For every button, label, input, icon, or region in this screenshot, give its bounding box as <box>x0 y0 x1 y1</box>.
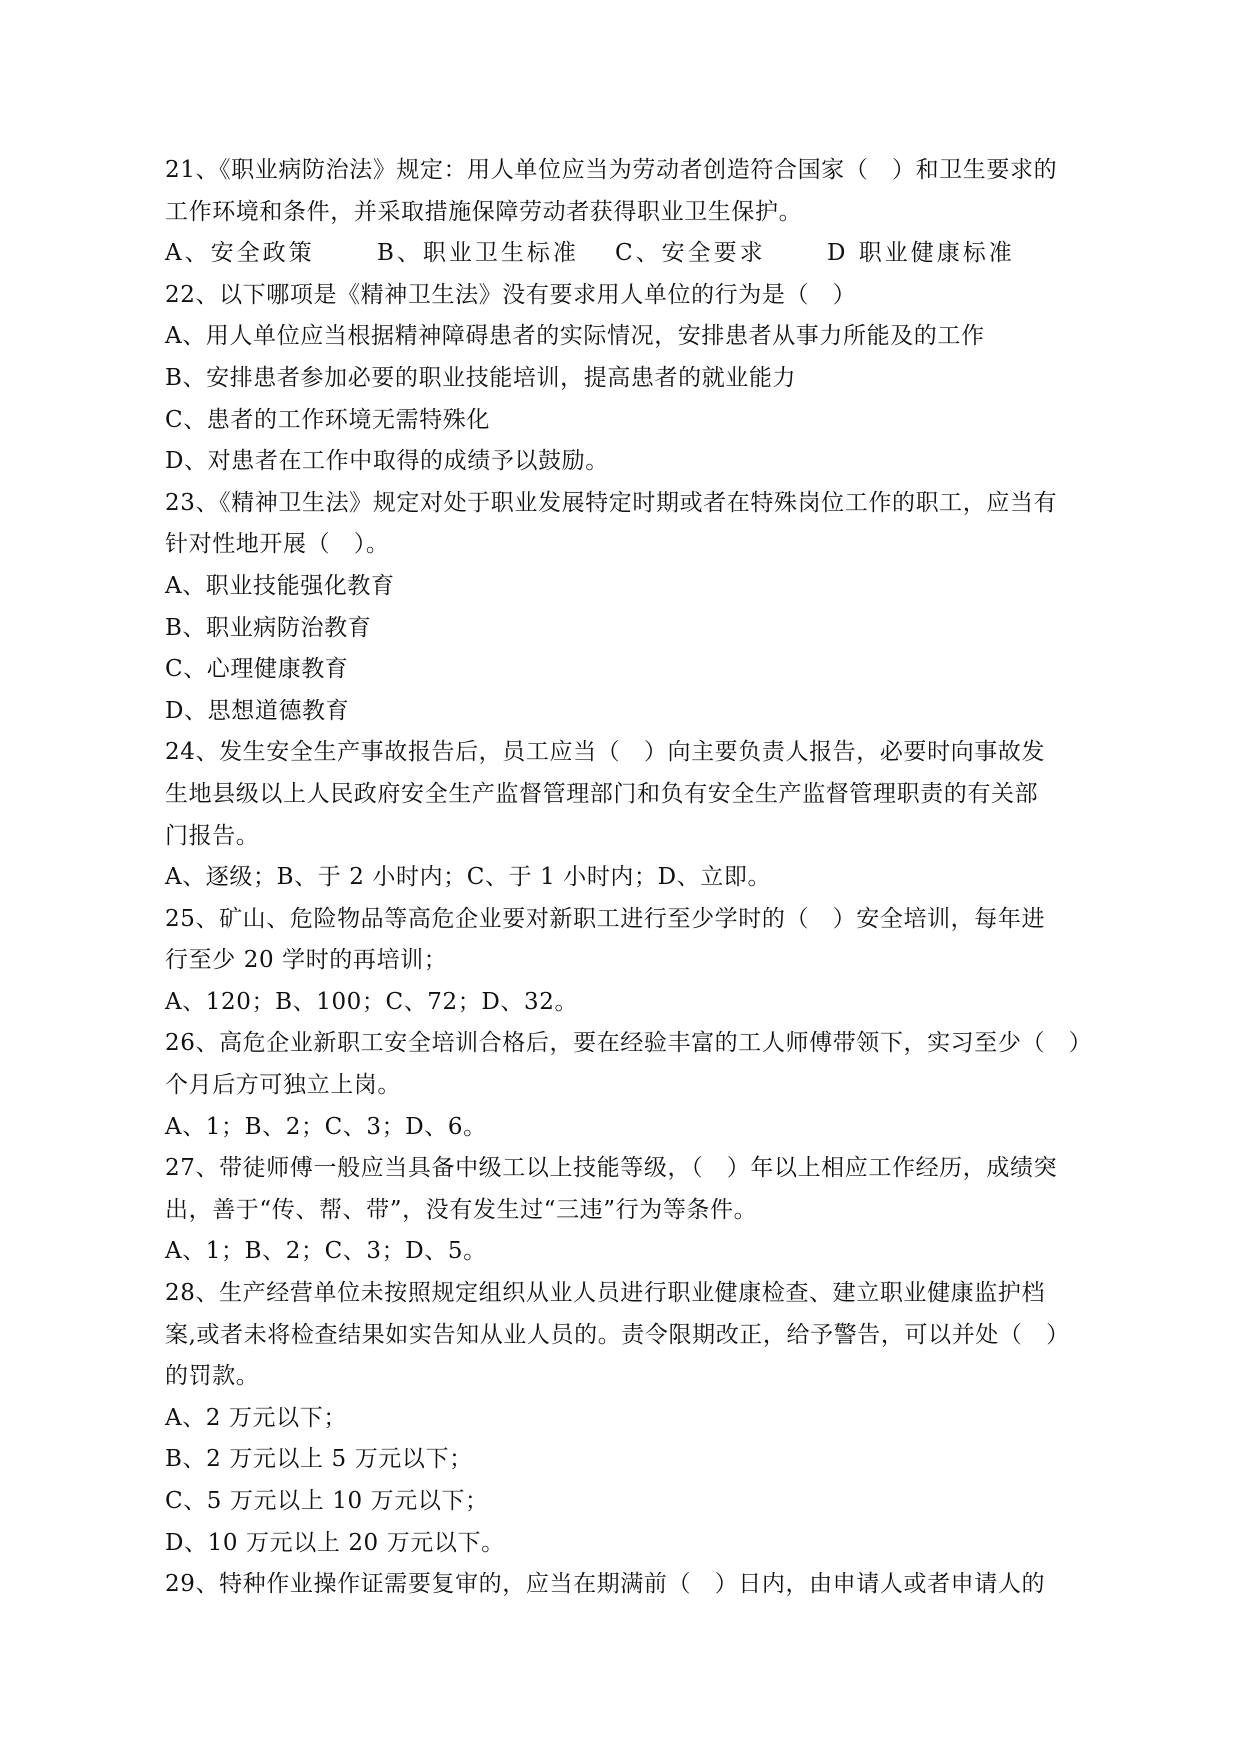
option-a: A、安全政策 <box>165 240 315 267</box>
option-a: A、2 万元以下； <box>165 1404 347 1431</box>
question-stem: 25、矿山、危险物品等高危企业要对新职工进行至少学时的（ ）安全培训，每年进 <box>165 905 1046 932</box>
question-stem: 案,或者未将检查结果如实告知从业人员的。责令限期改正，给予警告，可以并处（ ） <box>165 1321 1070 1348</box>
question-stem: 门报告。 <box>165 822 260 849</box>
option-d: D、10 万元以上 20 万元以下。 <box>165 1529 505 1556</box>
document-page <box>165 150 1093 1606</box>
question-27 <box>165 1148 1090 1273</box>
option-d: D、对患者在工作中取得的成绩予以鼓励。 <box>165 448 609 475</box>
option-d: D、思想道德教育 <box>165 697 350 724</box>
option-b: B、2 万元以上 5 万元以下； <box>165 1446 473 1473</box>
question-26 <box>165 1023 1093 1148</box>
question-stem: 生地县级以上人民政府安全生产监督管理部门和负有安全生产监督管理职责的有关部 <box>165 780 1039 807</box>
options-line: A、逐级；B、于 2 小时内；C、于 1 小时内；D、立即。 <box>165 864 772 891</box>
question-stem: 29、特种作业操作证需要复审的，应当在期满前（ ）日内，由申请人或者申请人的 <box>165 1571 1046 1598</box>
question-23 <box>165 483 1090 733</box>
option-b: B、职业卫生标准 <box>377 240 579 267</box>
question-stem: 行至少 20 学时的再培训； <box>165 947 448 974</box>
option-c: C、心理健康教育 <box>165 656 349 683</box>
question-stem: 22、以下哪项是《精神卫生法》没有要求用人单位的行为是（ ） <box>165 281 857 308</box>
question-stem: 26、高危企业新职工安全培训合格后，要在经验丰富的工人师傅带领下，实习至少（ ） <box>165 1030 1093 1057</box>
option-c: C、5 万元以上 10 万元以下； <box>165 1488 489 1514</box>
question-stem: 24、发生安全生产事故报告后，员工应当（ ）向主要负责人报告，必要时向事故发 <box>165 739 1046 766</box>
options-line: A、1；B、2；C、3；D、5。 <box>165 1238 487 1265</box>
option-b: B、职业病防治教育 <box>165 614 372 641</box>
question-22 <box>165 275 1090 483</box>
option-a: A、用人单位应当根据精神障碍患者的实际情况，安排患者从事力所能及的工作 <box>165 323 985 350</box>
question-stem: 工作环境和条件，并采取措施保障劳动者获得职业卫生保护。 <box>165 198 803 225</box>
question-21 <box>165 150 1090 275</box>
options-line: A、1；B、2；C、3；D、6。 <box>165 1113 487 1140</box>
question-24 <box>165 732 1090 898</box>
option-a: A、职业技能强化教育 <box>165 572 395 599</box>
question-stem: 28、生产经营单位未按照规定组织从业人员进行职业健康检查、建立职业健康监护档 <box>165 1280 1046 1307</box>
option-c: C、患者的工作环境无需特殊化 <box>165 406 490 433</box>
question-stem: 针对性地开展（ ）。 <box>165 531 390 558</box>
option-b: B、安排患者参加必要的职业技能培训，提高患者的就业能力 <box>165 364 797 391</box>
question-28 <box>165 1273 1090 1564</box>
option-d: D 职业健康标准 <box>827 240 1015 267</box>
question-29 <box>165 1564 1090 1606</box>
question-stem: 27、带徒师傅一般应当具备中级工以上技能等级，（ ）年以上相应工作经历，成绩突 <box>165 1155 1058 1182</box>
options-line: A、120；B、100；C、72；D、32。 <box>165 988 579 1015</box>
question-stem: 出，善于“传、帮、带”，没有发生过“三违”行为等条件。 <box>165 1196 758 1223</box>
option-c: C、安全要求 <box>615 240 766 267</box>
option-row <box>165 233 1090 275</box>
question-25 <box>165 899 1090 1024</box>
question-stem: 个月后方可独立上岗。 <box>165 1072 401 1099</box>
question-stem: 23、《精神卫生法》规定对处于职业发展特定时期或者在特殊岗位工作的职工，应当有 <box>165 489 1058 516</box>
question-stem: 21、《职业病防治法》规定：用人单位应当为劳动者创造符合国家（ ）和卫生要求的 <box>165 157 1058 183</box>
question-stem: 的罚款。 <box>165 1363 260 1390</box>
